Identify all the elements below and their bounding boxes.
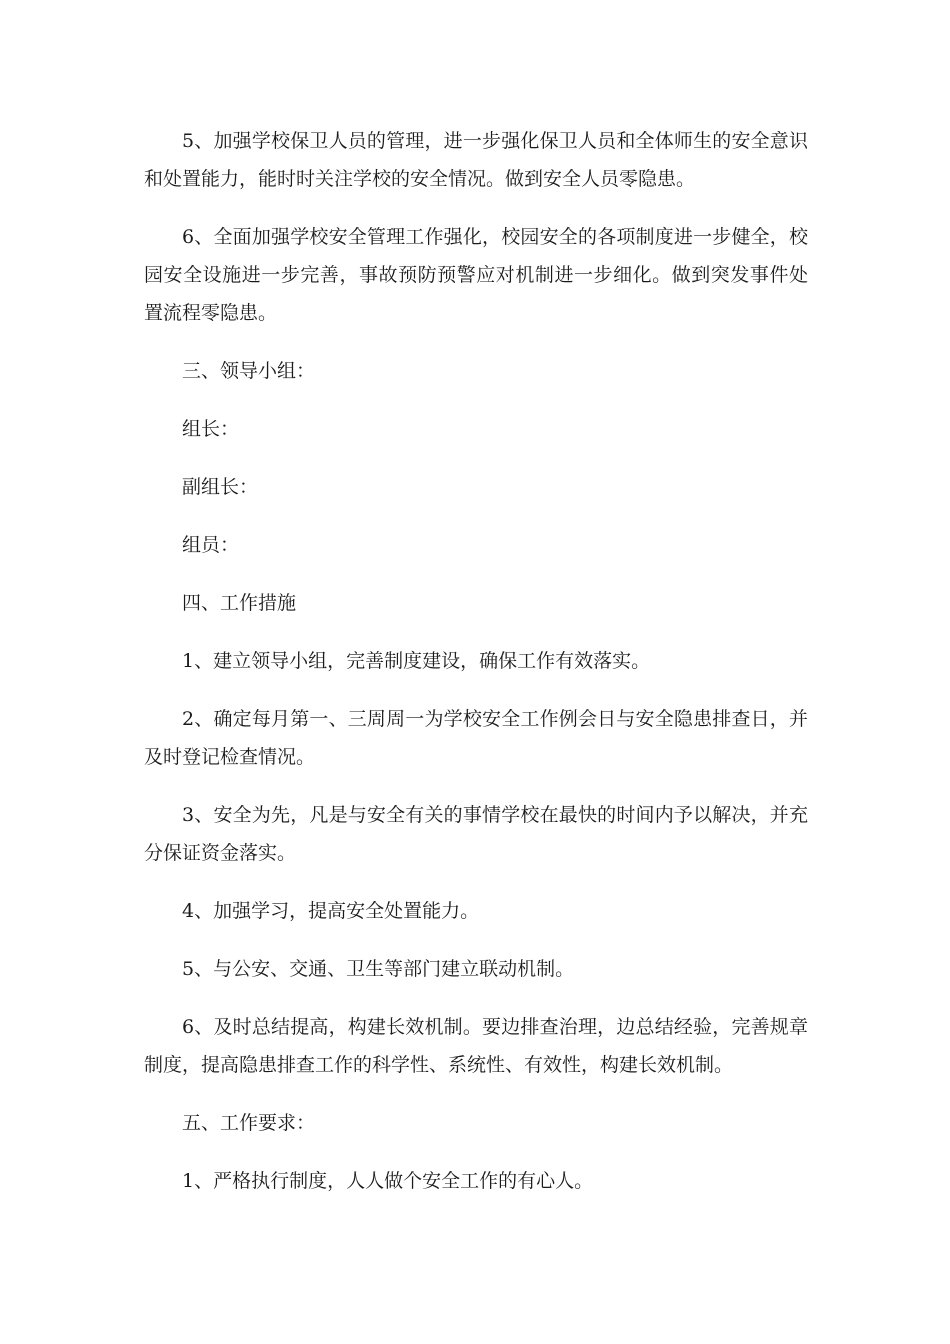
measure-item-6: 6、及时总结提高，构建长效机制。要边排查治理，边总结经验，完善规章制度，提高隐患排查工作的科学性、系统性、有效性，构建长效机制。 — [144, 1016, 808, 1076]
measure-item-4: 4、加强学习，提高安全处置能力。 — [182, 900, 480, 922]
measure-item-2: 2、确定每月第一、三周周一为学校安全工作例会日与安全隐患排查日，并及时登记检查情况。 — [144, 708, 808, 768]
paragraph-security-staff: 5、加强学校保卫人员的管理，进一步强化保卫人员和全体师生的安全意识和处置能力，能时时关注学校的安全情况。做到安全人员零隐患。 — [144, 130, 808, 190]
section-heading-requirements: 五、工作要求： — [182, 1112, 316, 1134]
measure-item-3: 3、安全为先，凡是与安全有关的事情学校在最快的时间内予以解决，并充分保证资金落实。 — [144, 804, 808, 864]
leader-field: 组长： — [182, 418, 240, 440]
requirement-item-1: 1、严格执行制度，人人做个安全工作的有心人。 — [182, 1170, 594, 1192]
measure-item-1: 1、建立领导小组，完善制度建设，确保工作有效落实。 — [182, 650, 651, 672]
section-heading-leadership: 三、领导小组： — [182, 360, 316, 382]
section-heading-measures: 四、工作措施 — [182, 592, 297, 614]
deputy-leader-field: 副组长： — [182, 476, 259, 498]
paragraph-campus-safety: 6、全面加强学校安全管理工作强化，校园安全的各项制度进一步健全，校园安全设施进一步完善，事故预防预警应对机制进一步细化。做到突发事件处置流程零隐患。 — [144, 226, 808, 324]
members-field: 组员： — [182, 534, 240, 556]
document-body — [144, 122, 808, 1220]
measure-item-5: 5、与公安、交通、卫生等部门建立联动机制。 — [182, 958, 575, 980]
